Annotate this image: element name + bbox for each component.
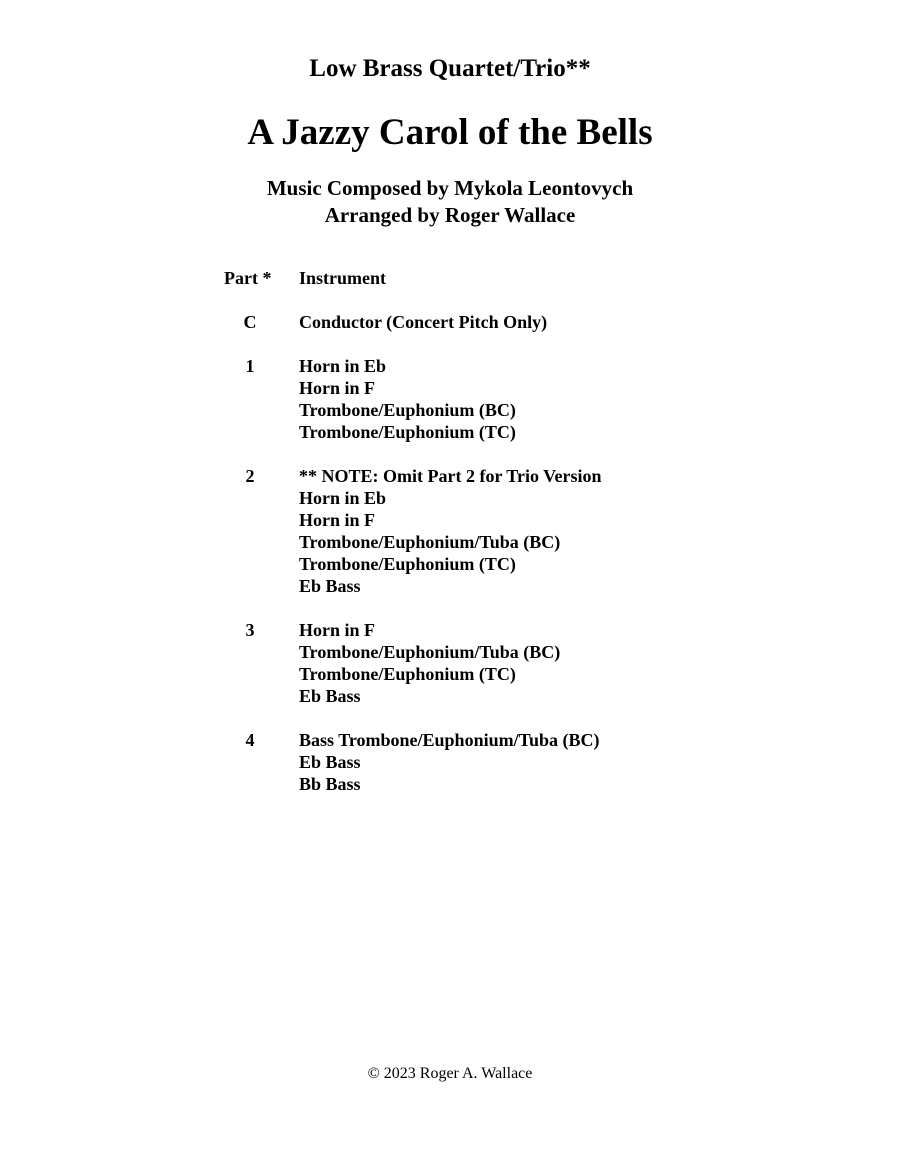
instrument-item: Trombone/Euphonium (TC) [299,554,516,574]
part-number: 2 [245,466,255,486]
part-number: 1 [245,356,255,376]
instrument-item: Conductor (Concert Pitch Only) [299,312,548,332]
instrument-item: Eb Bass [299,576,361,596]
copyright-notice: © 2023 Roger A. Wallace [367,1065,533,1082]
part-column-header: Part * [224,268,272,288]
parts-table [224,267,824,817]
part-number: 3 [245,620,255,640]
arranger-credit: Arranged by Roger Wallace [324,203,576,227]
part-group-3 [224,619,824,707]
instrument-list [299,465,601,597]
instrument-item: Trombone/Euphonium (BC) [299,400,516,420]
instrument-list [299,619,560,707]
instrument-item: Eb Bass [299,752,361,772]
instrument-item: Horn in Eb [299,488,387,508]
instrument-item: Bass Trombone/Euphonium/Tuba (BC) [299,730,600,750]
parts-table-header [224,267,824,289]
part-number: C [243,312,257,332]
instrument-item: Horn in Eb [299,356,387,376]
part-group-1 [224,355,824,443]
part-group-4 [224,729,824,795]
instrument-list [299,311,547,333]
instrument-item: Horn in F [299,378,376,398]
instrument-item: Trombone/Euphonium (TC) [299,664,516,684]
instrument-list [299,355,516,443]
instrument-list [299,729,599,795]
instrument-item: Bb Bass [299,774,361,794]
instrument-item: Trombone/Euphonium (TC) [299,422,516,442]
instrument-item: Horn in F [299,510,376,530]
instrument-item: Horn in F [299,620,376,640]
instrument-item: Trombone/Euphonium/Tuba (BC) [299,532,561,552]
instrument-column-header: Instrument [299,268,387,288]
part-group-2 [224,465,824,597]
composer-credit: Music Composed by Mykola Leontovych [266,176,634,200]
trio-omit-note: ** NOTE: Omit Part 2 for Trio Version [299,466,602,486]
part-number: 4 [245,730,255,750]
ensemble-subtitle: Low Brass Quartet/Trio** [309,55,591,82]
page-title: A Jazzy Carol of the Bells [247,112,653,153]
instrument-item: Eb Bass [299,686,361,706]
part-group-conductor [224,311,824,333]
instrument-item: Trombone/Euphonium/Tuba (BC) [299,642,561,662]
